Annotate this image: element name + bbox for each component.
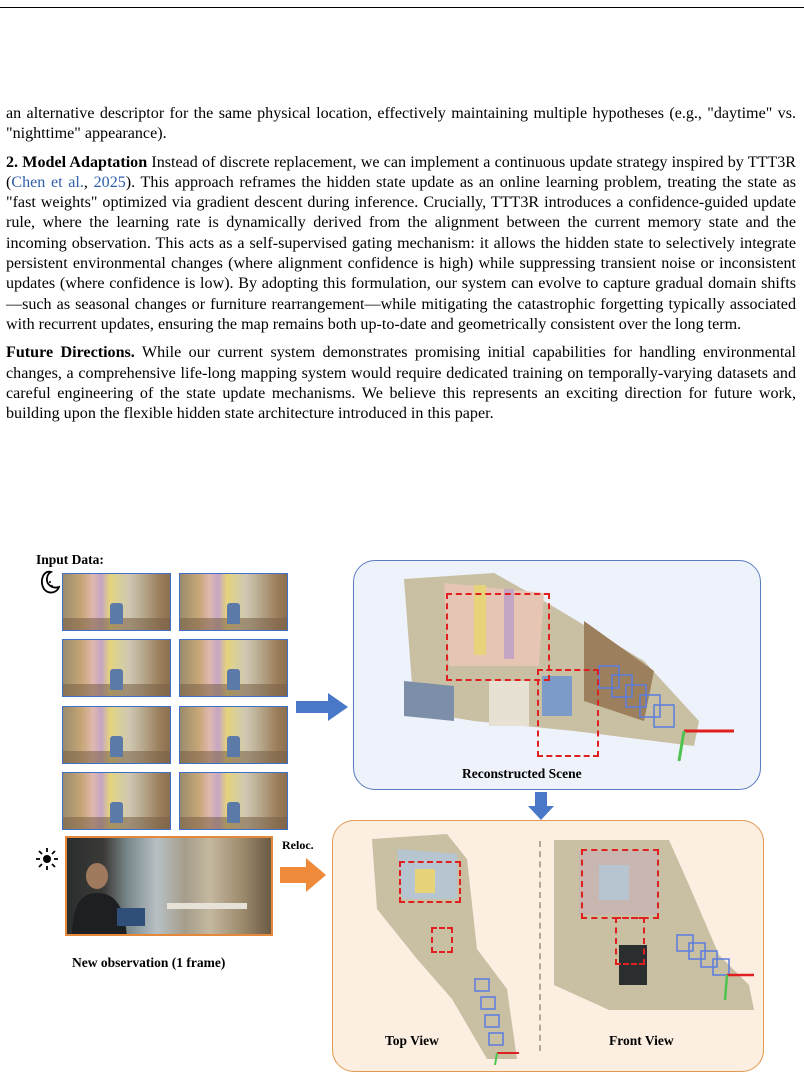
future-directions-heading: Future Directions. bbox=[6, 344, 135, 362]
citation-separator: , bbox=[83, 173, 94, 191]
front-view-label: Front View bbox=[609, 1033, 674, 1048]
relocalization-result-panel bbox=[332, 820, 764, 1072]
reconstructed-scene-caption: Reconstructed Scene bbox=[462, 766, 582, 781]
paragraph-model-adaptation bbox=[6, 153, 796, 336]
context-frame-1 bbox=[62, 573, 171, 631]
paragraph-1-text: an alternative descriptor for the same physical location, effectively maintaining multiple hypotheses (e.g., "daytime" vs. "nighttime" appearance). bbox=[6, 105, 796, 143]
model-adaptation-text-b: ). This approach reframes the hidden state update as an online learning problem, treating the state as "fast weights" optimized via gradient descent during inference. Crucially, TTT3R introduces a confidence-guided update rule, where the learning rate is dynamically derived from the alignment between the current memory state and the incoming observation. This acts as a self-supervised gating mechanism: it allows the hidden state to selectively integrate persistent environmental changes (where alignment confidence is high) while suppressing transient noise or inconsistent updates (where confidence is low). By adopting this formulation, our system can evolve to capture gradual domain shifts—such as seasonal changes or furniture rearrangement—while mitigating the catastrophic forgetting typically associated with recurrent updates, ensuring the map remains both up-to-date and geometrically consistent over the long term. bbox=[6, 173, 797, 333]
citation-link-name[interactable]: Chen et al. bbox=[11, 173, 84, 191]
top-view-highlight-window bbox=[399, 861, 461, 903]
model-adaptation-heading: 2. Model Adaptation bbox=[6, 153, 148, 171]
top-rule bbox=[0, 7, 804, 8]
context-frame-2 bbox=[179, 573, 288, 631]
input-data-label: Input Data: bbox=[36, 552, 104, 567]
figure-relocalization bbox=[0, 548, 804, 1076]
person-silhouette bbox=[67, 838, 273, 936]
right-arrow-icon bbox=[296, 693, 348, 721]
context-frame-7 bbox=[62, 772, 171, 830]
highlight-box-curtain bbox=[446, 593, 550, 681]
paragraph-continuation bbox=[6, 104, 796, 145]
sun-icon bbox=[36, 848, 58, 870]
top-view-highlight-person bbox=[431, 927, 453, 953]
model-adaptation-text-a: Instead of discrete replacement, we can implement a continuous update strategy inspired by TTT3R ( bbox=[6, 153, 796, 191]
front-view-highlight-window bbox=[581, 849, 659, 919]
paragraph-future-directions bbox=[6, 343, 796, 424]
context-frame-3 bbox=[62, 639, 171, 697]
front-view-highlight-person bbox=[615, 917, 645, 965]
citation-link-year[interactable]: 2025 bbox=[93, 173, 126, 191]
top-view-label: Top View bbox=[385, 1033, 439, 1048]
new-observation-frame bbox=[65, 836, 273, 936]
view-divider bbox=[539, 841, 541, 1051]
reconstructed-scene-panel bbox=[353, 560, 761, 790]
body-text bbox=[6, 104, 796, 432]
context-frame-4 bbox=[179, 639, 288, 697]
context-frame-8 bbox=[179, 772, 288, 830]
right-arrow-orange-icon bbox=[280, 858, 326, 892]
new-observation-caption: New observation (1 frame) bbox=[72, 955, 226, 970]
down-arrow-icon bbox=[528, 792, 554, 820]
context-frame-5 bbox=[62, 706, 171, 764]
highlight-box-chair bbox=[537, 669, 599, 757]
crescent-moon-icon bbox=[38, 570, 60, 594]
context-frame-6 bbox=[179, 706, 288, 764]
future-directions-text: While our current system demonstrates promising initial capabilities for handling environmental changes, a comprehensive life-long mapping system would require dedicated training on temporally-varying datasets and careful engineering of the state update mechanisms. We believe this represents an exciting direction for future work, building upon the flexible hidden state architecture introduced in this paper. bbox=[6, 344, 796, 423]
reloc-label: Reloc. bbox=[282, 838, 314, 852]
